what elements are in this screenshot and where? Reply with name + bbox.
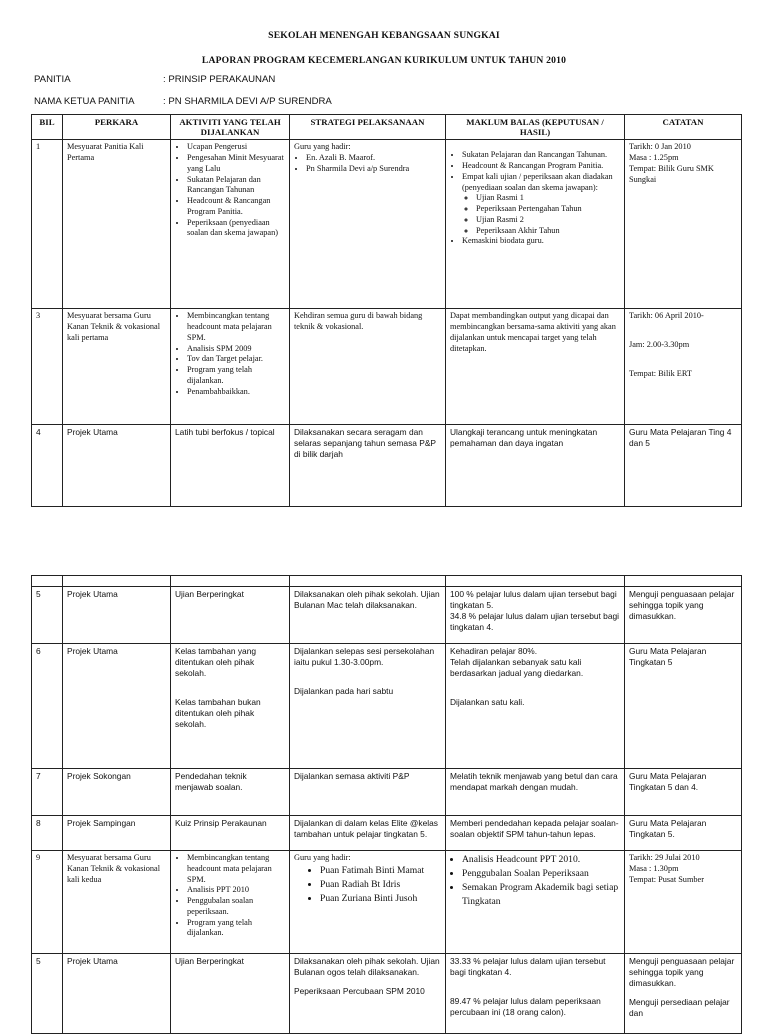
- list-item: • En. Azali B. Maarof.: [306, 153, 441, 164]
- table-row: [32, 140, 742, 309]
- catatan-cell: Guru Mata Pelajaran Ting 4 dan 5: [625, 425, 742, 507]
- report-title: LAPORAN PROGRAM KECEMERLANGAN KURIKULUM UNTUK TAHUN 2010: [201, 55, 567, 66]
- table-row: [32, 816, 742, 851]
- col-maklum: MAKLUM BALAS (KEPUTUSAN / HASIL): [446, 115, 625, 140]
- ketua-value: : PN SHARMILA DEVI A/P SURENDRA: [163, 96, 332, 107]
- aktiviti-cell: Pendedahan teknik menjawab soalan.: [171, 769, 290, 816]
- list-item: • Headcount & Rancangan Program Panitia.: [187, 196, 285, 218]
- aktiviti-cell: [171, 140, 290, 309]
- perkara-cell: Mesyuarat bersama Guru Kanan Teknik & vokasional kali pertama: [63, 309, 171, 425]
- report-table-1: [31, 114, 742, 507]
- col-aktiviti: AKTIVITI YANG TELAH DIJALANKAN: [171, 115, 290, 140]
- list-item: • Analisis Headcount PPT 2010.: [462, 853, 620, 867]
- list-item: • Ucapan Pengerusi: [187, 142, 285, 153]
- maklum-line: 34.8 % pelajar lulus dalam ujian tersebut bagi tingkatan 4.: [450, 610, 620, 632]
- strategi-cell: [290, 644, 446, 769]
- col-catatan: CATATAN: [625, 115, 742, 140]
- col-perkara: PERKARA: [63, 115, 171, 140]
- catatan-line: Menguji persediaan pelajar dan: [629, 996, 730, 1018]
- list-item: • Tov dan Target pelajar.: [187, 354, 285, 365]
- perkara-cell: Mesyuarat bersama Guru Kanan Teknik & vokasional kali kedua: [63, 851, 171, 954]
- maklum-line: 89.47 % pelajar lulus dalam peperiksaan percubaan ini (18 orang calon).: [450, 995, 601, 1017]
- list-item: • Peperiksaan (penyediaan soalan dan skema jawapan): [187, 218, 285, 240]
- table-row: [32, 954, 742, 1034]
- catatan-line: Tempat: Bilik ERT: [629, 368, 692, 378]
- bil-cell: 7: [32, 769, 63, 816]
- catatan-line: Masa : 1.25pm: [629, 153, 679, 162]
- col-strategi: STRATEGI PELAKSANAAN: [290, 115, 446, 140]
- panitia-value: : PRINSIP PERAKAUNAN: [163, 74, 276, 85]
- strategi-line: Dilaksanakan oleh pihak sekolah. Ujian Bulanan ogos telah dilaksanakan.: [294, 956, 440, 977]
- strategi-cell: [290, 851, 446, 954]
- sub-list-item: ◦ Peperiksaan Akhir Tahun: [476, 226, 620, 237]
- aktiviti-cell: Ujian Berperingkat: [171, 954, 290, 1034]
- list-item: • Membincangkan tentang headcount mata pelajaran SPM.: [187, 853, 285, 885]
- panitia-row: [34, 74, 276, 85]
- catatan-line: Tarikh: 0 Jan 2010: [629, 142, 691, 152]
- aktiviti-cell: [171, 309, 290, 425]
- catatan-cell: Guru Mata Pelajaran Tingkatan 5.: [625, 816, 742, 851]
- maklum-cell: Memberi pendedahan kepada pelajar soalan-soalan objektif SPM tahun-tahun lepas.: [446, 816, 625, 851]
- list-item: • Headcount & Rancangan Program Panitia.: [462, 161, 620, 172]
- report-table-2: [31, 575, 742, 1034]
- catatan-line: Tarikh: 29 Julai 2010: [629, 853, 700, 862]
- list-item: • Sukatan Pelajaran dan Rancangan Tahunan.: [462, 150, 620, 161]
- bil-cell: 8: [32, 816, 63, 851]
- catatan-line: Tarikh: 06 April 2010-: [629, 311, 704, 321]
- list-item: • Semakan Program Akademik bagi setiap Tingkatan: [462, 881, 620, 909]
- sub-list-item: ◦ Ujian Rasmi 1: [476, 193, 620, 204]
- catatan-cell: Menguji penguasaan pelajar sehingga topik yang dimasukkan.: [625, 587, 742, 644]
- ketua-label: NAMA KETUA PANITIA: [34, 96, 135, 107]
- strategi-cell: [290, 140, 446, 309]
- perkara-cell: Projek Utama: [63, 954, 171, 1034]
- list-item: • Analisis SPM 2009: [187, 344, 285, 355]
- list-item: • Penambahbaikkan.: [187, 387, 285, 398]
- aktiviti-cell: Ujian Berperingkat: [171, 587, 290, 644]
- maklum-cell: [446, 587, 625, 644]
- maklum-line: 100 % pelajar lulus dalam ujian tersebut bagi tingkatan 5.: [450, 589, 617, 610]
- bil-cell: 9: [32, 851, 63, 954]
- strategi-cell: Kehdiran semua guru di bawah bidang teknik & vokasional.: [290, 309, 446, 425]
- catatan-cell: [625, 954, 742, 1034]
- bil-cell: 5: [32, 587, 63, 644]
- list-item: • Sukatan Pelajaran dan Rancangan Tahunan: [187, 175, 285, 197]
- col-bil: BIL: [32, 115, 63, 140]
- list-item: • Puan Radiah Bt Idris: [320, 878, 441, 892]
- catatan-cell: [625, 140, 742, 309]
- list-item: • Analisis PPT 2010: [187, 885, 285, 896]
- catatan-line: Menguji penguasaan pelajar sehingga topik yang dimasukkan.: [629, 956, 735, 988]
- strategi-cell: Dijalankan di dalam kelas Elite @kelas tambahan untuk pelajar tingkatan 5.: [290, 816, 446, 851]
- strategi-line: Dijalankan selepas sesi persekolahan iaitu pukul 1.30-3.00pm.: [294, 646, 435, 667]
- strategi-line: Peperiksaan Percubaan SPM 2010: [294, 985, 425, 996]
- maklum-line: Telah dijalankan sebanyak satu kali berdasarkan jadual yang diedarkan.: [450, 656, 584, 678]
- perkara-cell: Projek Utama: [63, 587, 171, 644]
- maklum-line: Kehadiran pelajar 80%.: [450, 646, 538, 656]
- strategi-cell: Dilaksanakan secara seragam dan selaras sepanjang tahun semasa P&P di bilik darjah: [290, 425, 446, 507]
- table-row: [32, 309, 742, 425]
- catatan-line: Tempat: Pusat Sumber: [629, 874, 705, 884]
- table-row: [32, 587, 742, 644]
- catatan-line: Jam: 2.00-3.30pm: [629, 340, 690, 349]
- bil-cell: 6: [32, 644, 63, 769]
- panitia-label: PANITIA: [34, 74, 71, 85]
- table-header-row-empty: [32, 576, 742, 587]
- maklum-cell: Melatih teknik menjawab yang betul dan cara mendapat markah dengan mudah.: [446, 769, 625, 816]
- aktiviti-cell: [171, 851, 290, 954]
- sub-list-item: ◦ Ujian Rasmi 2: [476, 215, 620, 226]
- perkara-cell: Projek Utama: [63, 644, 171, 769]
- catatan-cell: Guru Mata Pelajaran Tingkatan 5: [625, 644, 742, 769]
- maklum-cell: [446, 954, 625, 1034]
- strategi-line: Dijalankan pada hari sabtu: [294, 685, 394, 696]
- table-row: [32, 769, 742, 816]
- list-item: • Program yang telah dijalankan.: [187, 918, 285, 940]
- table-header-row: [32, 115, 742, 140]
- maklum-cell: Ulangkaji terancang untuk meningkatan pemahaman dan daya ingatan: [446, 425, 625, 507]
- list-item: • Puan Zuriana Binti Jusoh: [320, 892, 441, 906]
- perkara-cell: Projek Utama: [63, 425, 171, 507]
- list-item: [462, 172, 620, 237]
- aktiviti-cell: Kuiz Prinsip Perakaunan: [171, 816, 290, 851]
- list-item: • Puan Fatimah Binti Mamat: [320, 864, 441, 878]
- maklum-cell: [446, 140, 625, 309]
- aktiviti-line: Kelas tambahan yang ditentukan oleh pihak sekolah.: [175, 646, 257, 678]
- maklum-line: Dijalankan satu kali.: [450, 696, 525, 707]
- sub-list-item: ◦ Peperiksaan Pertengahan Tahun: [476, 204, 620, 215]
- bil-cell: 4: [32, 425, 63, 507]
- strategi-cell: Dilaksanakan oleh pihak sekolah. Ujian Bulanan Mac telah dilaksanakan.: [290, 587, 446, 644]
- perkara-cell: Projek Sokongan: [63, 769, 171, 816]
- maklum-line: 33.33 % pelajar lulus dalam ujian tersebut bagi tingkatan 4.: [450, 956, 606, 977]
- table-row: [32, 644, 742, 769]
- bil-cell: 1: [32, 140, 63, 309]
- bil-cell: 3: [32, 309, 63, 425]
- maklum-cell: [446, 851, 625, 954]
- strategi-intro: Guru yang hadir:: [294, 853, 351, 862]
- list-item: • Kemaskini biodata guru.: [462, 236, 620, 247]
- school-name: SEKOLAH MENENGAH KEBANGSAAN SUNGKAI: [268, 30, 500, 41]
- aktiviti-line: Kelas tambahan bukan ditentukan oleh pihak sekolah.: [175, 696, 261, 729]
- list-item: • Penggubalan Soalan Peperiksaan: [462, 867, 620, 881]
- catatan-cell: [625, 851, 742, 954]
- list-item: • Pengesahan Minit Mesyuarat yang Lalu: [187, 153, 285, 175]
- list-item: • Pn Sharmila Devi a/p Surendra: [306, 164, 441, 175]
- strategi-intro: Guru yang hadir:: [294, 142, 351, 152]
- table-row: [32, 851, 742, 954]
- catatan-cell: [625, 309, 742, 425]
- catatan-line: Tempat: Bilik Guru SMK Sungkai: [629, 163, 714, 184]
- catatan-cell: Guru Mata Pelajaran Tingkatan 5 dan 4.: [625, 769, 742, 816]
- perkara-cell: Projek Sampingan: [63, 816, 171, 851]
- list-item: • Program yang telah dijalankan.: [187, 365, 285, 387]
- list-item: • Membincangkan tentang headcount mata pelajaran SPM.: [187, 311, 285, 343]
- aktiviti-cell: Latih tubi berfokus / topical: [171, 425, 290, 507]
- strategi-cell: Dijalankan semasa aktiviti P&P: [290, 769, 446, 816]
- bil-cell: 5: [32, 954, 63, 1034]
- catatan-line: Masa : 1.30pm: [629, 863, 679, 873]
- ketua-row: [34, 96, 332, 107]
- perkara-cell: Mesyuarat Panitia Kali Pertama: [63, 140, 171, 309]
- strategi-cell: [290, 954, 446, 1034]
- list-item-text: Empat kali ujian / peperiksaan akan diadakan (penyediaan soalan dan skema jawapan):: [462, 171, 613, 192]
- maklum-cell: [446, 644, 625, 769]
- maklum-cell: Dapat membandingkan output yang dicapai dan membincangkan bersama-sama aktiviti yang akan dijalankan untuk mencapai target yang telah ditetapkan.: [446, 309, 625, 425]
- table-row: [32, 425, 742, 507]
- aktiviti-cell: [171, 644, 290, 769]
- list-item: • Penggubalan soalan peperiksaan.: [187, 896, 285, 918]
